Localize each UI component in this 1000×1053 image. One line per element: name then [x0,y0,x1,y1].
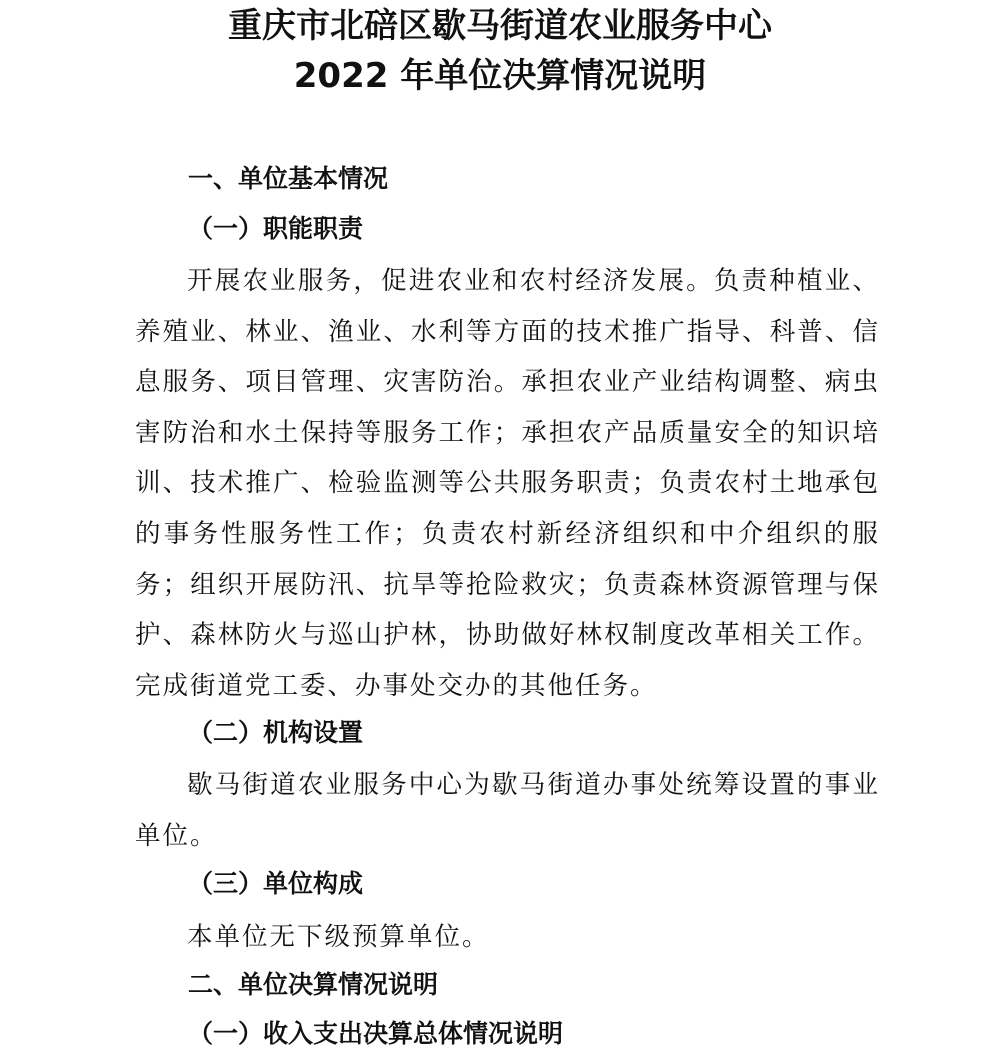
section-heading-final-accounts: 二、单位决算情况说明 [188,970,439,999]
paragraph-functions: 开展农业服务，促进农业和农村经济发展。负责种植业、养殖业、林业、渔业、水利等方面的技术推广指导、科普、信息服务、项目管理、灾害防治。承担农业产业结构调整、病虫害防治和水土保持等服务工作；承担农产品质量安全的知识培训、技术推广、检验监测等公共服务职责；负责农村土地承包的事务性服务性工作；负责农村新经济组织和中介组织的服务；组织开展防汛、抗旱等抢险救灾；负责森林资源管理与保护、森林防火与巡山护林，协助做好林权制度改革相关工作。完成街道党工委、办事处交办的其他任务。 [135,266,880,701]
paragraph-organization: 歇马街道农业服务中心为歇马街道办事处统筹设置的事业单位。 [135,770,880,851]
document-title-line-1: 重庆市北碚区歇马街道农业服务中心 [228,6,772,46]
section-heading-basic-info: 一、单位基本情况 [188,164,389,193]
paragraph-composition: 本单位无下级预算单位。 [187,922,490,952]
subsection-heading-functions: （一）职能职责 [188,214,364,243]
subsection-heading-income-expense: （一）收入支出决算总体情况说明 [188,1019,564,1048]
subsection-heading-organization: （二）机构设置 [188,718,364,747]
document-title-line-2: 2022 年单位决算情况说明 [293,56,707,96]
subsection-heading-composition: （三）单位构成 [188,869,364,898]
